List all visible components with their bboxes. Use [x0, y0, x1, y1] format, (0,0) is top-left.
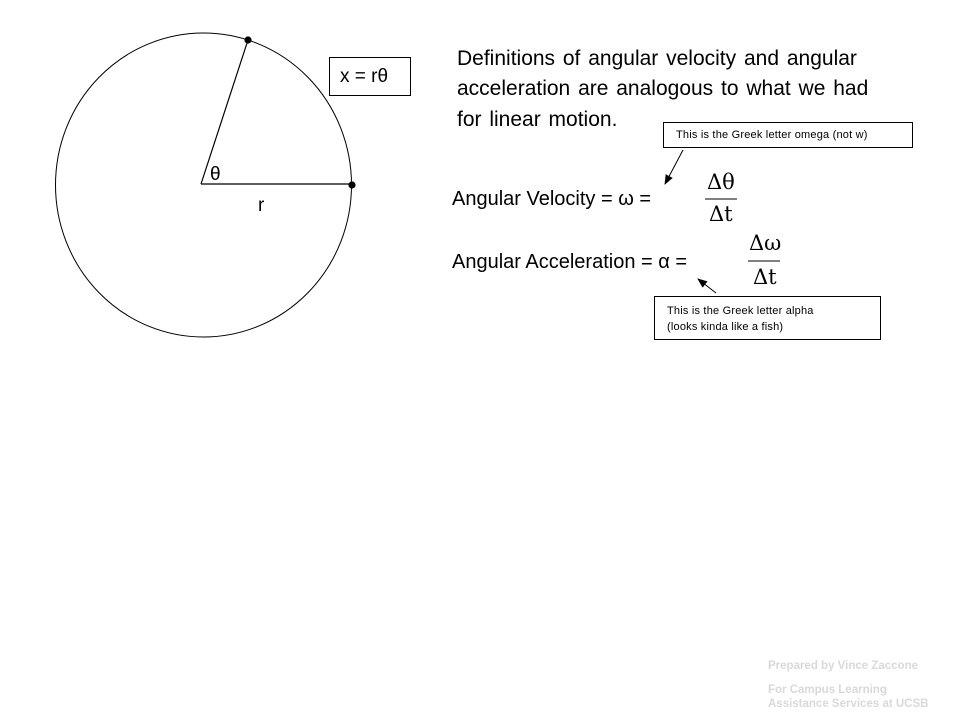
- angular-velocity-numerator: Δθ: [707, 170, 735, 194]
- omega-callout: This is the Greek letter omega (not w): [663, 122, 913, 148]
- intro-text-line-2: acceleration are analogous to what we had: [457, 77, 869, 100]
- point-on-circle-top: [244, 36, 251, 43]
- angular-acceleration-denominator: Δt: [753, 265, 777, 289]
- angular-velocity-label: Angular Velocity = ω =: [452, 188, 652, 210]
- angular-acceleration-numerator: Δω: [749, 231, 782, 255]
- intro-text-line-3: for linear motion.: [457, 108, 618, 131]
- angular-velocity-denominator: Δt: [709, 202, 733, 226]
- point-on-circle-right: [348, 181, 355, 188]
- radius-label: r: [258, 195, 265, 216]
- omega-callout-arrow: [665, 150, 683, 184]
- footer-credit-line-1: For Campus Learning: [768, 684, 887, 696]
- alpha-callout-line-2: (looks kinda like a fish): [667, 321, 784, 333]
- intro-text-line-1: Definitions of angular velocity and angular: [457, 47, 857, 70]
- angular-acceleration-label: Angular Acceleration = α =: [452, 251, 688, 273]
- alpha-callout-line-1: This is the Greek letter alpha: [667, 305, 814, 317]
- footer-credit-line-2: Assistance Services at UCSB: [768, 698, 929, 710]
- alpha-callout-arrow: [698, 279, 716, 293]
- footer-prepared-by: Prepared by Vince Zaccone: [768, 660, 918, 672]
- angle-label: θ: [210, 164, 221, 185]
- arc-length-formula-box: x = rθ: [329, 57, 411, 96]
- radius-line-angled: [201, 40, 248, 184]
- circle: [56, 33, 352, 337]
- alpha-callout: [654, 296, 881, 340]
